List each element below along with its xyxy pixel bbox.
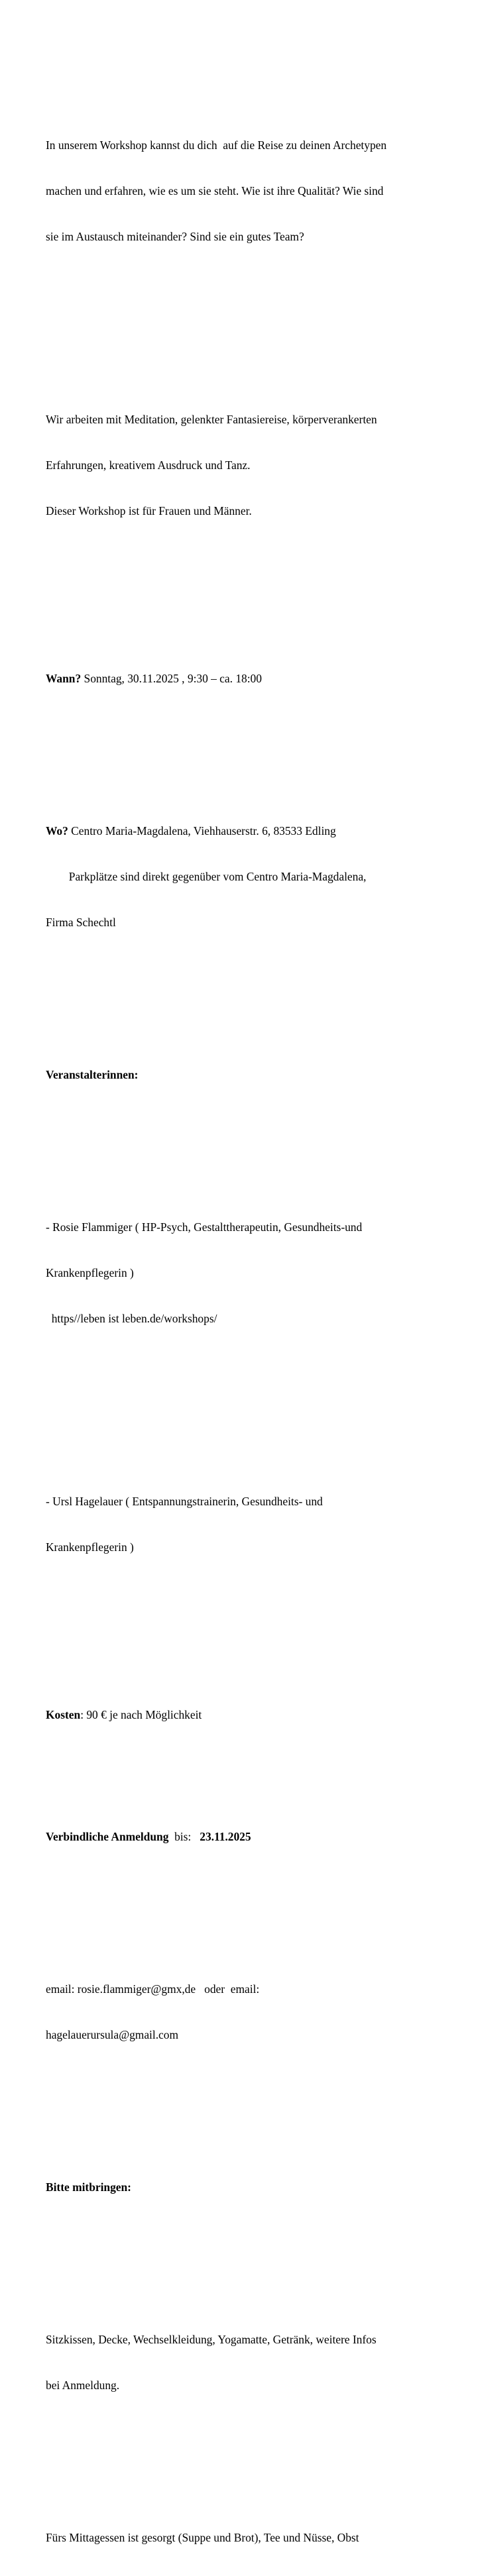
rosie-line-1: - Rosie Flammiger ( HP-Psych, Gestalttherapeutin, Gesundheits-und xyxy=(46,1220,363,1234)
rosie-url: https//leben ist leben.de/workshops/ xyxy=(46,1312,217,1325)
parking-line-1: Parkplätze sind direkt gegenüber vom Centro Maria-Magdalena, xyxy=(46,870,367,883)
ursl-line-1: - Ursl Hagelauer ( Entspannungstrainerin, Gesundheits- und xyxy=(46,1495,323,1508)
organizer-rosie xyxy=(46,1189,444,1357)
organizer-ursl xyxy=(46,1464,444,1585)
contact-line-1: email: rosie.flammiger@gmx,de oder email: xyxy=(46,1982,260,1996)
when-value: Sonntag, 30.11.2025 , 9:30 – ca. 18:00 xyxy=(81,672,262,685)
bring-line-1: Sitzkissen, Decke, Wechselkleidung, Yogamatte, Getränk, weitere Infos xyxy=(46,2333,377,2346)
costs-line xyxy=(46,1707,444,1723)
where-label: Wo? xyxy=(46,824,68,837)
intro-paragraph xyxy=(46,107,444,275)
costs-value: : 90 € je nach Möglichkeit xyxy=(80,1708,202,1721)
document-page xyxy=(46,62,444,2576)
registration-middle: bis: xyxy=(168,1830,200,1843)
registration-label: Verbindliche Anmeldung xyxy=(46,1830,169,1843)
when-line xyxy=(46,671,444,686)
bring-section xyxy=(46,2302,444,2424)
where-line xyxy=(46,824,444,839)
bring-line-2: bei Anmeldung. xyxy=(46,2379,120,2392)
organizers-heading: Veranstalterinnen: xyxy=(46,1068,139,1081)
contact-line-2: hagelauerursula@gmail.com xyxy=(46,2028,178,2041)
lunch-line: Fürs Mittagessen ist gesorgt (Suppe und Brot), Tee und Nüsse, Obst xyxy=(46,2531,359,2544)
methods-paragraph xyxy=(46,382,444,549)
methods-line-3: Dieser Workshop ist für Frauen und Männer. xyxy=(46,504,252,517)
bring-heading: Bitte mitbringen: xyxy=(46,2180,131,2194)
ursl-line-2: Krankenpflegerin ) xyxy=(46,1540,134,1554)
where-value: Centro Maria-Magdalena, Viehhauserstr. 6, 83533 Edling xyxy=(68,824,336,837)
registration-date: 23.11.2025 xyxy=(200,1830,251,1843)
methods-line-1: Wir arbeiten mit Meditation, gelenkter Fantasiereise, körperverankerten xyxy=(46,413,377,426)
parking-line-2: Firma Schechtl xyxy=(46,916,116,929)
costs-label: Kosten xyxy=(46,1708,81,1721)
methods-line-2: Erfahrungen, kreativem Ausdruck und Tanz. xyxy=(46,458,251,472)
intro-line-3: sie im Austausch miteinander? Sind sie ein gutes Team? xyxy=(46,230,304,243)
when-label: Wann? xyxy=(46,672,82,685)
registration-line xyxy=(46,1829,444,1845)
intro-line-1: In unserem Workshop kannst du dich auf die Reise zu deinen Archetypen xyxy=(46,138,387,152)
intro-line-2: machen und erfahren, wie es um sie steht. Wie ist ihre Qualität? Wie sind xyxy=(46,184,384,197)
rosie-line-2: Krankenpflegerin ) xyxy=(46,1266,134,1279)
contact-section xyxy=(46,1951,444,2073)
where-section xyxy=(46,793,444,961)
